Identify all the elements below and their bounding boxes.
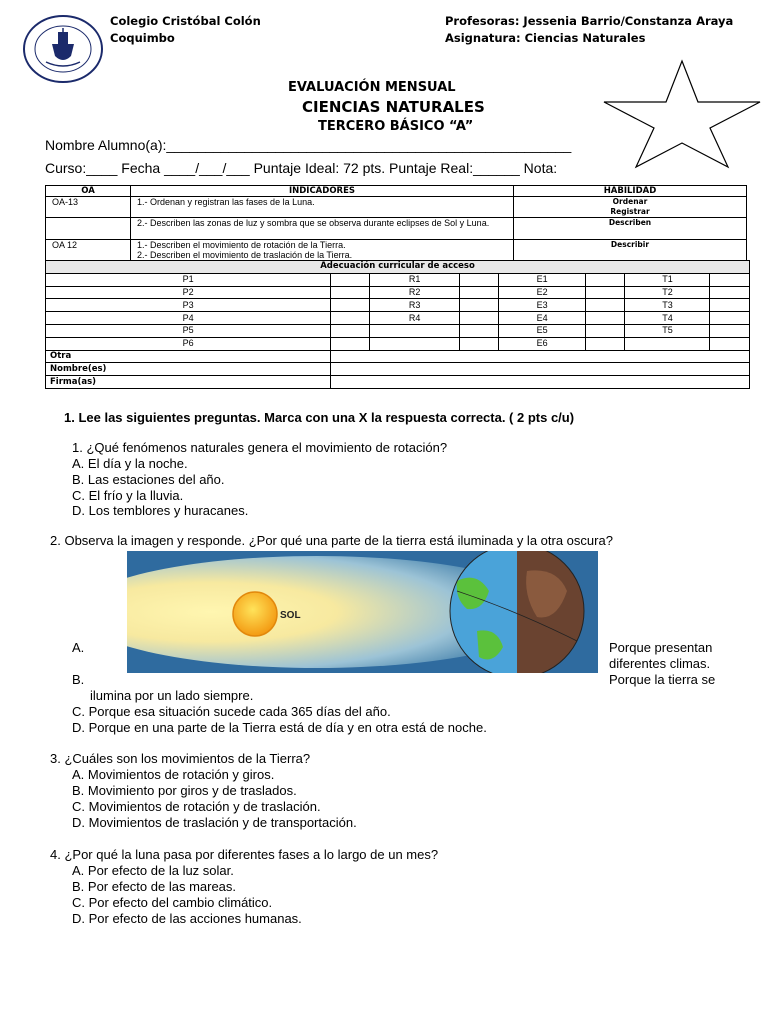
- mark-cell[interactable]: [459, 273, 498, 286]
- q2-option-a-text1[interactable]: Porque presentan: [609, 640, 713, 655]
- table-row: [46, 337, 750, 350]
- col-oa: OA: [46, 186, 131, 197]
- q1-option-b[interactable]: B. Las estaciones del año.: [72, 472, 225, 487]
- q2-option-a-text2[interactable]: diferentes climas.: [609, 656, 711, 671]
- q4-option-b[interactable]: B. Por efecto de las mareas.: [72, 879, 237, 894]
- col-habilidad: HABILIDAD: [514, 186, 747, 197]
- code-cell: [625, 337, 710, 350]
- q4-option-c[interactable]: C. Por efecto del cambio climático.: [72, 895, 273, 910]
- course-line[interactable]: Curso:____ Fecha ____/___/___ Puntaje Ideal: 72 pts. Puntaje Real:______ Nota:: [45, 160, 558, 176]
- code-cell: T4: [625, 312, 710, 325]
- q1-option-a[interactable]: A. El día y la noche.: [72, 456, 188, 471]
- table-row: [46, 286, 750, 299]
- mark-cell[interactable]: [331, 312, 370, 325]
- mark-cell[interactable]: [459, 312, 498, 325]
- indicators-table: [45, 185, 747, 261]
- q3-option-c[interactable]: C. Movimientos de rotación y de traslación.: [72, 799, 321, 814]
- mark-cell[interactable]: [586, 337, 625, 350]
- q2-option-d[interactable]: D. Porque en una parte de la Tierra está de día y en otra está de noche.: [72, 720, 487, 735]
- q2-option-b-text2[interactable]: ilumina por un lado siempre.: [90, 688, 254, 703]
- skill-2: Registrar: [610, 207, 650, 216]
- q1-option-c[interactable]: C. El frío y la lluvia.: [72, 488, 184, 503]
- mark-cell[interactable]: [459, 286, 498, 299]
- extra-field[interactable]: [331, 376, 750, 389]
- skill-cell: Describen: [514, 218, 747, 240]
- indicator-cell: 1.- Ordenan y registran las fases de la Luna.: [131, 197, 514, 218]
- code-cell: E4: [499, 312, 586, 325]
- q3-option-d[interactable]: D. Movimientos de traslación y de transportación.: [72, 815, 357, 830]
- q2-option-b-letter[interactable]: B.: [72, 672, 85, 687]
- code-cell: R1: [370, 273, 459, 286]
- earth-icon: [450, 551, 584, 673]
- table-row: [46, 324, 750, 337]
- q3-question: 3. ¿Cuáles son los movimientos de la Tierra?: [50, 751, 311, 766]
- subject-title: CIENCIAS NATURALES: [302, 98, 485, 116]
- code-cell: T2: [625, 286, 710, 299]
- mark-cell[interactable]: [459, 324, 498, 337]
- mark-cell[interactable]: [710, 324, 750, 337]
- code-cell: P1: [46, 273, 331, 286]
- code-cell: R4: [370, 312, 459, 325]
- code-cell: T1: [625, 273, 710, 286]
- q2-option-c[interactable]: C. Porque esa situación sucede cada 365 días del año.: [72, 704, 391, 719]
- sun-earth-illustration: [127, 551, 598, 673]
- mark-cell[interactable]: [586, 324, 625, 337]
- mark-cell[interactable]: [710, 299, 750, 312]
- q2-option-a-letter[interactable]: A.: [72, 640, 85, 655]
- col-indicadores: INDICADORES: [131, 186, 514, 197]
- indicator-2: 2.- Describen el movimiento de traslación de la Tierra.: [137, 250, 353, 260]
- subject: Asignatura: Ciencias Naturales: [445, 31, 646, 45]
- q1-question: 1. ¿Qué fenómenos naturales genera el movimiento de rotación?: [72, 440, 448, 455]
- indicator-1: 1.- Describen el movimiento de rotación de la Tierra.: [137, 240, 346, 250]
- code-cell: [370, 337, 459, 350]
- mark-cell[interactable]: [586, 299, 625, 312]
- table-row: [46, 218, 747, 240]
- q3-option-b[interactable]: B. Movimiento por giros y de traslados.: [72, 783, 297, 798]
- q4-question: 4. ¿Por qué la luna pasa por diferentes fases a lo largo de un mes?: [50, 847, 439, 862]
- oa-cell: OA 12: [46, 240, 131, 261]
- oa-cell: OA-13: [46, 197, 131, 218]
- instructions: 1. Lee las siguientes preguntas. Marca con una X la respuesta correcta. ( 2 pts c/u): [64, 410, 575, 425]
- table-row: [46, 197, 747, 218]
- extra-label: Otra: [46, 350, 331, 363]
- mark-cell[interactable]: [331, 324, 370, 337]
- star-icon: [600, 58, 764, 170]
- extra-field[interactable]: [331, 350, 750, 363]
- q4-option-a[interactable]: A. Por efecto de la luz solar.: [72, 863, 234, 878]
- code-cell: E1: [499, 273, 586, 286]
- code-cell: R3: [370, 299, 459, 312]
- mark-cell[interactable]: [586, 273, 625, 286]
- grade-title: TERCERO BÁSICO “A”: [318, 119, 474, 134]
- code-cell: [370, 324, 459, 337]
- mark-cell[interactable]: [331, 286, 370, 299]
- extra-label: Nombre(es): [46, 363, 331, 376]
- indicator-cell: [131, 240, 514, 261]
- code-cell: E2: [499, 286, 586, 299]
- code-cell: P5: [46, 324, 331, 337]
- mark-cell[interactable]: [710, 273, 750, 286]
- mark-cell[interactable]: [710, 337, 750, 350]
- code-cell: T3: [625, 299, 710, 312]
- table-row: [46, 350, 750, 363]
- code-cell: R2: [370, 286, 459, 299]
- mark-cell[interactable]: [331, 273, 370, 286]
- table-row: [46, 376, 750, 389]
- code-cell: E3: [499, 299, 586, 312]
- school-logo: [22, 14, 104, 84]
- adaptation-title: Adecuación curricular de acceso: [46, 261, 750, 274]
- code-cell: T5: [625, 324, 710, 337]
- table-row: [46, 240, 747, 261]
- code-cell: P6: [46, 337, 331, 350]
- adaptation-table: [45, 260, 750, 389]
- oa-cell: [46, 218, 131, 240]
- student-name-field[interactable]: Nombre Alumno(a):____________________________________________________: [45, 137, 572, 153]
- table-row: [46, 273, 750, 286]
- mark-cell[interactable]: [331, 337, 370, 350]
- school-city: Coquimbo: [110, 31, 175, 45]
- mark-cell[interactable]: [710, 312, 750, 325]
- code-cell: P2: [46, 286, 331, 299]
- eval-title: EVALUACIÓN MENSUAL: [288, 80, 456, 95]
- skill-1: Ordenar: [612, 197, 648, 206]
- skill-cell: [514, 197, 747, 218]
- indicator-cell: 2.- Describen las zonas de luz y sombra que se observa durante eclipses de Sol y Luna.: [131, 218, 514, 240]
- code-cell: E6: [499, 337, 586, 350]
- extra-label: Firma(as): [46, 376, 331, 389]
- sun-label: SOL: [280, 610, 301, 621]
- mark-cell[interactable]: [586, 312, 625, 325]
- q2-question: 2. Observa la imagen y responde. ¿Por qué una parte de la tierra está iluminada y la otra oscura?: [50, 533, 613, 548]
- mark-cell[interactable]: [459, 299, 498, 312]
- extra-field[interactable]: [331, 363, 750, 376]
- table-row: [46, 312, 750, 325]
- mark-cell[interactable]: [586, 286, 625, 299]
- mark-cell[interactable]: [710, 286, 750, 299]
- q1-option-d[interactable]: D. Los temblores y huracanes.: [72, 503, 249, 518]
- mark-cell[interactable]: [331, 299, 370, 312]
- code-cell: P4: [46, 312, 331, 325]
- school-name: Colegio Cristóbal Colón: [110, 14, 261, 28]
- skill-cell: Describir: [514, 240, 747, 261]
- teachers: Profesoras: Jessenia Barrio/Constanza Araya: [445, 14, 734, 28]
- q2-option-b-text1[interactable]: Porque la tierra se: [609, 672, 716, 687]
- table-row: [46, 363, 750, 376]
- q3-option-a[interactable]: A. Movimientos de rotación y giros.: [72, 767, 275, 782]
- table-row: [46, 299, 750, 312]
- q4-option-d[interactable]: D. Por efecto de las acciones humanas.: [72, 911, 302, 926]
- mark-cell[interactable]: [459, 337, 498, 350]
- code-cell: E5: [499, 324, 586, 337]
- code-cell: P3: [46, 299, 331, 312]
